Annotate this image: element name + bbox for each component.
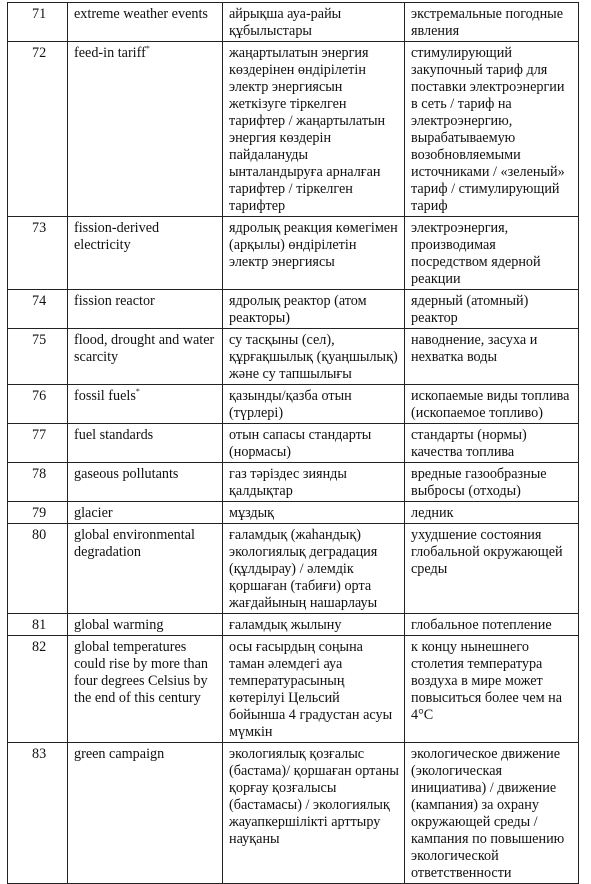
term-russian: стандарты (нормы) качества топлива bbox=[405, 424, 579, 463]
term-english: fossil fuels* bbox=[68, 385, 223, 424]
term-english: glacier bbox=[68, 502, 223, 524]
term-kazakh: ядролық реактор (атом реакторы) bbox=[223, 290, 405, 329]
term-english: global environmental degradation bbox=[68, 524, 223, 614]
table-row bbox=[8, 463, 579, 502]
table-row bbox=[8, 636, 579, 743]
term-russian: ухудшение состояния глобальной окружающей среды bbox=[405, 524, 579, 614]
term-russian: наводнение, засуха и нехватка воды bbox=[405, 329, 579, 385]
term-kazakh: ғаламдық жылыну bbox=[223, 614, 405, 636]
term-russian: ядерный (атомный) реактор bbox=[405, 290, 579, 329]
footnote-marker: * bbox=[135, 387, 140, 396]
term-kazakh: қазынды/қазба отын (түрлері) bbox=[223, 385, 405, 424]
term-kazakh: су тасқыны (сел), құрғақшылық (қуаңшылық) және су тапшылығы bbox=[223, 329, 405, 385]
table-row bbox=[8, 3, 579, 42]
term-russian: экологическое движение (экологическая инициатива) / движение (кампания) за охрану окружающей среды / кампания по повышению экологической ответственности bbox=[405, 743, 579, 884]
term-kazakh: ғаламдық (жаһандық) экологиялық деградация (құлдырау) / әлемдік қоршаған (табиғи) орта жағдайының нашарлауы bbox=[223, 524, 405, 614]
term-english: gaseous pollutants bbox=[68, 463, 223, 502]
term-russian: ископаемые виды топлива (ископаемое топливо) bbox=[405, 385, 579, 424]
term-number: 83 bbox=[8, 743, 68, 884]
term-number: 82 bbox=[8, 636, 68, 743]
table-row bbox=[8, 502, 579, 524]
term-english: fuel standards bbox=[68, 424, 223, 463]
glossary-table bbox=[7, 2, 579, 884]
term-number: 74 bbox=[8, 290, 68, 329]
term-kazakh: жаңартылатын энергия көздерінен өндірілетін электр энергиясын жеткізуге тіркелген тарифтер / жаңартылатын энергия көздерін пайдалануды ынталандыруға арналған тарифтер / тіркелген тарифтер bbox=[223, 42, 405, 217]
term-kazakh: осы ғасырдың соңына таман әлемдегі ауа температурасының көтерілуі Цельсий бойынша 4 градустан асуы мүмкін bbox=[223, 636, 405, 743]
table-row bbox=[8, 424, 579, 463]
term-number: 80 bbox=[8, 524, 68, 614]
term-russian: стимулирующий закупочный тариф для поставки электроэнергии в сеть / тариф на электроэнергию, вырабатываемую возобновляемыми источниками / «зеленый» тариф / стимулирующий тариф bbox=[405, 42, 579, 217]
term-kazakh: экологиялық қозғалыс (бастама)/ қоршаған ортаны қорғау қозғалысы (бастамасы) / экологиялық жауапкершілікті арттыру науқаны bbox=[223, 743, 405, 884]
term-english: flood, drought and water scarcity bbox=[68, 329, 223, 385]
table-row bbox=[8, 614, 579, 636]
term-kazakh: отын сапасы стандарты (нормасы) bbox=[223, 424, 405, 463]
term-number: 76 bbox=[8, 385, 68, 424]
table-row bbox=[8, 385, 579, 424]
term-number: 73 bbox=[8, 217, 68, 290]
term-kazakh: газ тәріздес зиянды қалдықтар bbox=[223, 463, 405, 502]
term-english: fission reactor bbox=[68, 290, 223, 329]
term-kazakh: мұздық bbox=[223, 502, 405, 524]
term-english: extreme weather events bbox=[68, 3, 223, 42]
term-russian: глобальное потепление bbox=[405, 614, 579, 636]
term-number: 79 bbox=[8, 502, 68, 524]
table-row bbox=[8, 217, 579, 290]
term-english: green campaign bbox=[68, 743, 223, 884]
term-number: 77 bbox=[8, 424, 68, 463]
term-russian: ледник bbox=[405, 502, 579, 524]
term-russian: электроэнергия, производимая посредством ядерной реакции bbox=[405, 217, 579, 290]
table-row bbox=[8, 329, 579, 385]
table-row bbox=[8, 524, 579, 614]
term-russian: экстремальные погодные явления bbox=[405, 3, 579, 42]
term-number: 78 bbox=[8, 463, 68, 502]
term-number: 75 bbox=[8, 329, 68, 385]
term-kazakh: айрықша ауа-райы құбылыстары bbox=[223, 3, 405, 42]
term-number: 72 bbox=[8, 42, 68, 217]
term-english: global temperatures could rise by more than four degrees Celsius by the end of this century bbox=[68, 636, 223, 743]
term-english: feed-in tariff* bbox=[68, 42, 223, 217]
footnote-marker: * bbox=[145, 44, 150, 53]
term-number: 71 bbox=[8, 3, 68, 42]
term-russian: вредные газообразные выбросы (отходы) bbox=[405, 463, 579, 502]
glossary-table-body bbox=[8, 3, 579, 884]
term-russian: к концу нынешнего столетия температура воздуха в мире может повыситься более чем на 4°C bbox=[405, 636, 579, 743]
table-row bbox=[8, 743, 579, 884]
term-english: fission-derived electricity bbox=[68, 217, 223, 290]
term-number: 81 bbox=[8, 614, 68, 636]
table-row bbox=[8, 42, 579, 217]
table-row bbox=[8, 290, 579, 329]
term-english: global warming bbox=[68, 614, 223, 636]
term-kazakh: ядролық реакция көмегімен (арқылы) өндірілетін электр энергиясы bbox=[223, 217, 405, 290]
